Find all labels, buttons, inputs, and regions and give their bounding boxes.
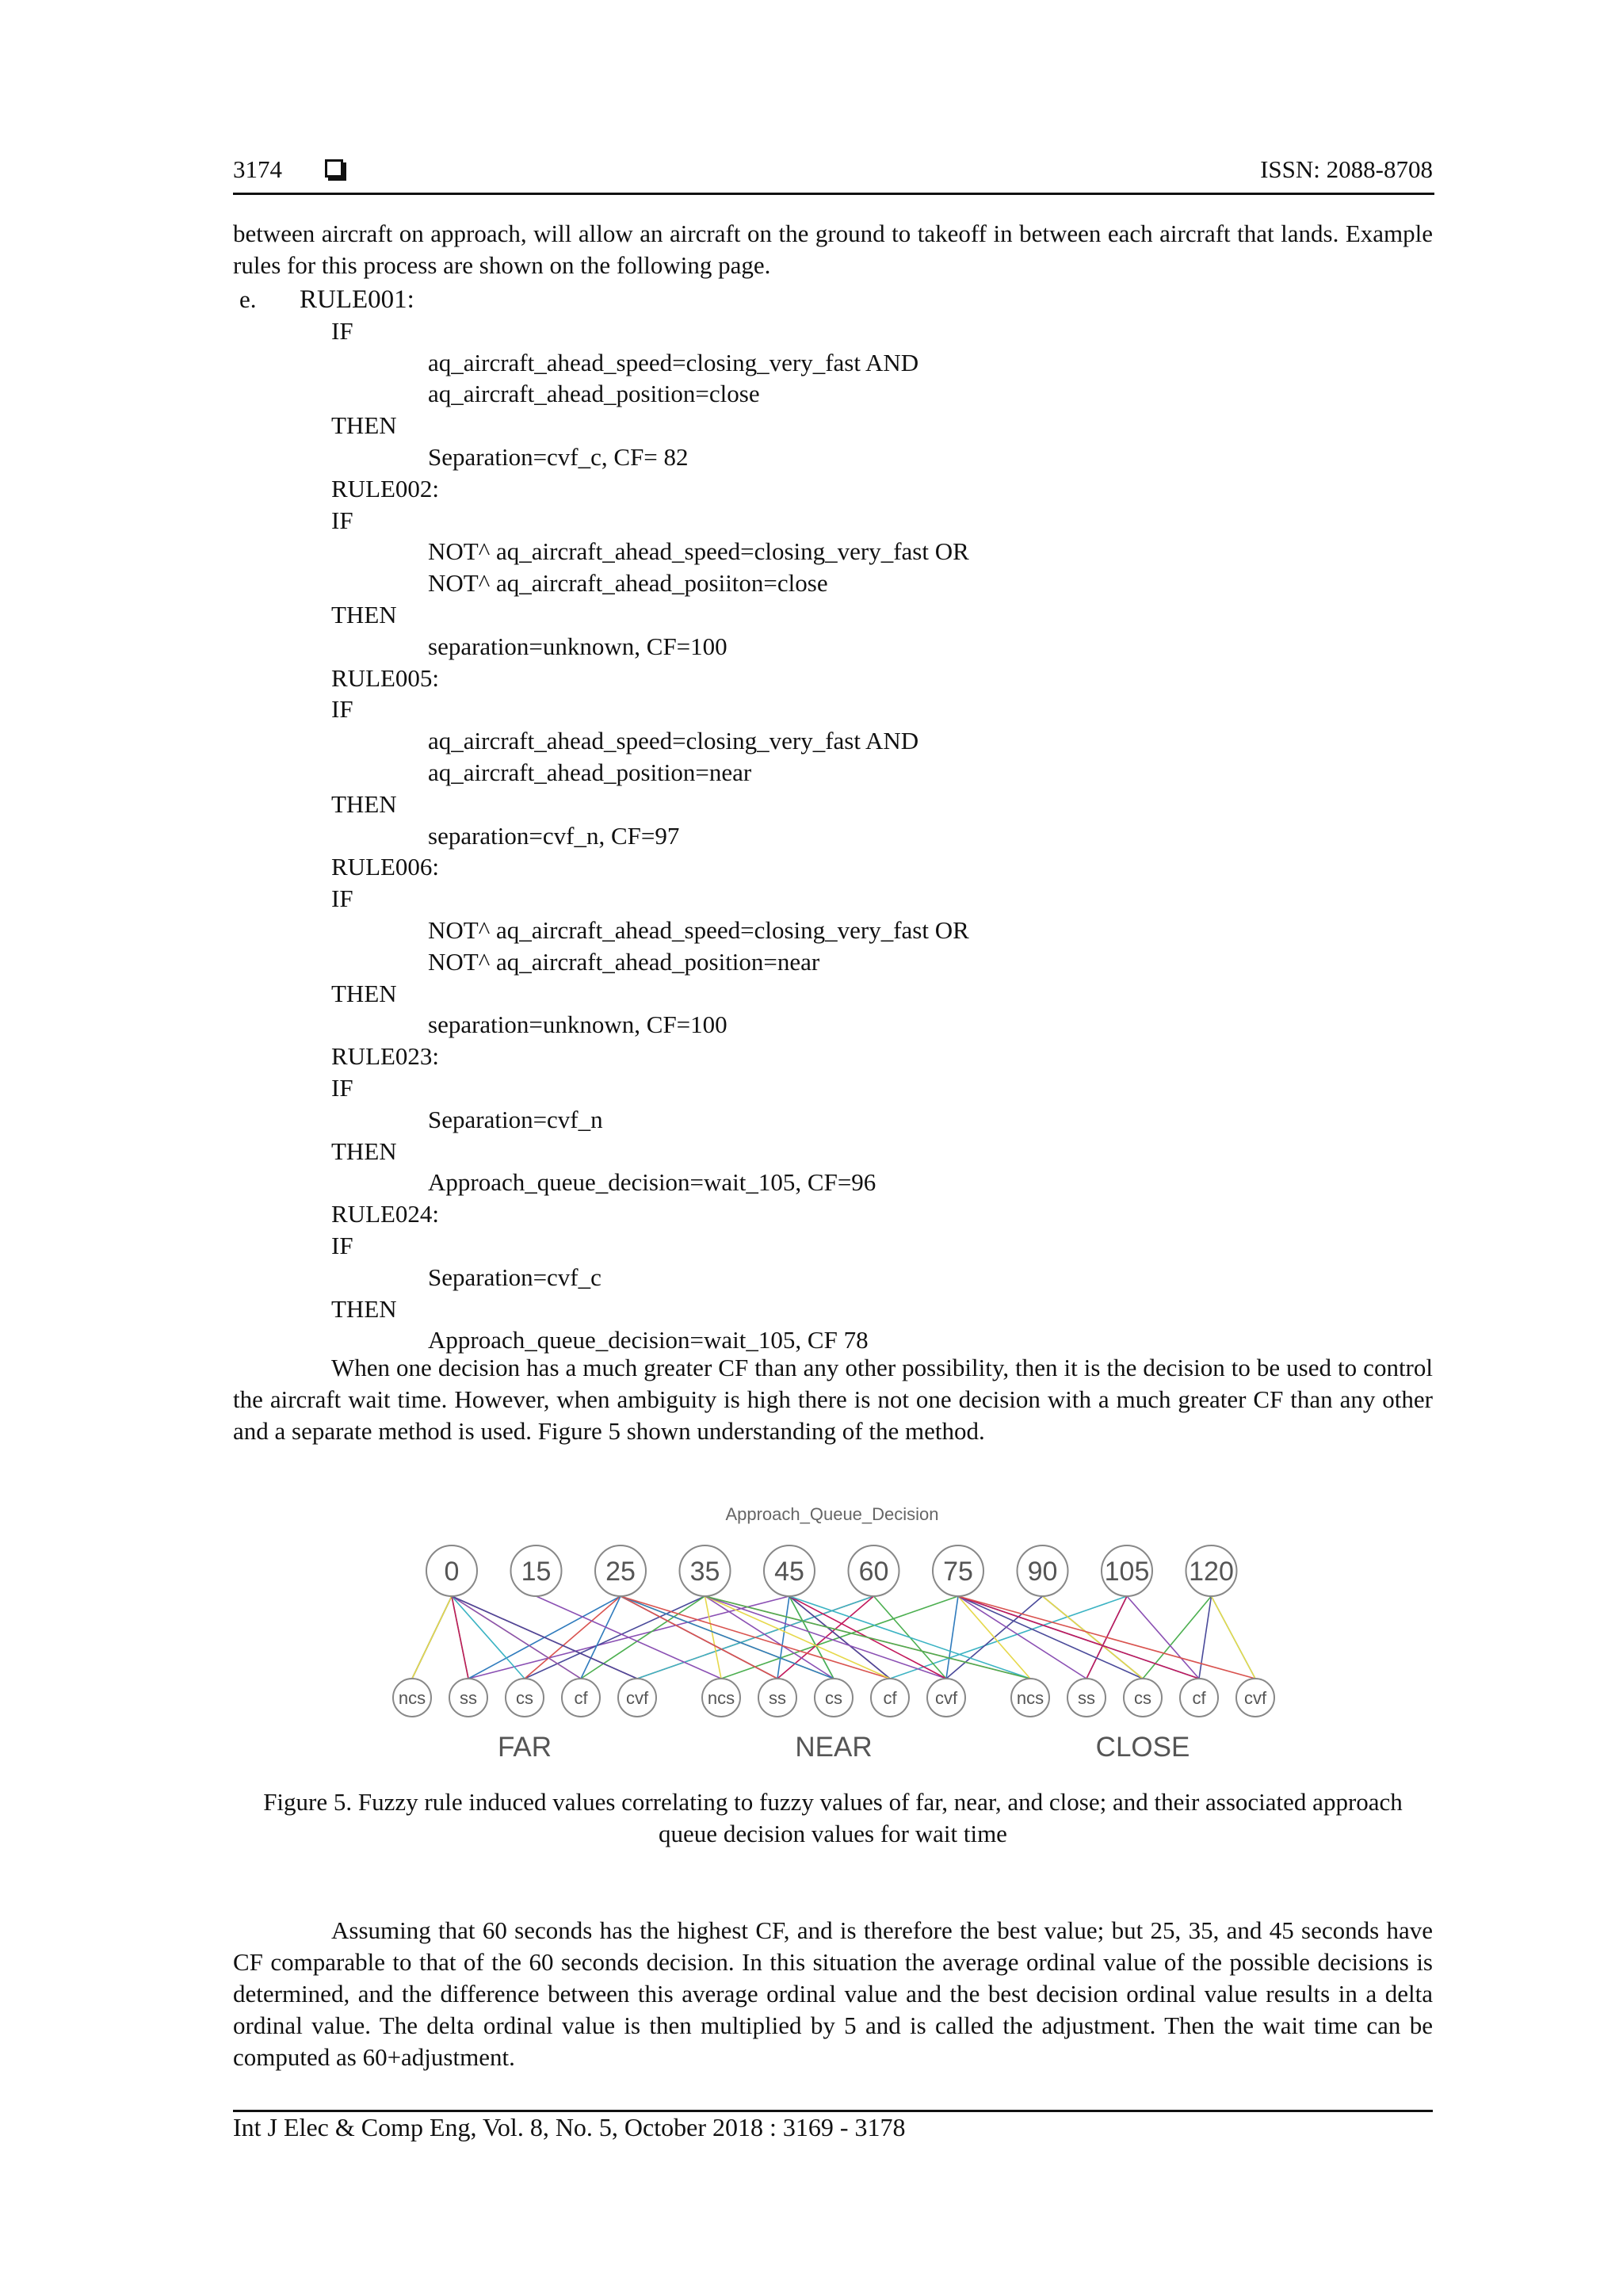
fuzzy-label: ncs — [1016, 1688, 1044, 1708]
rule-line: IF — [331, 884, 353, 913]
fuzzy-label: ss — [769, 1688, 786, 1708]
rule-line: NOT^ aq_aircraft_ahead_speed=closing_very_fast OR — [428, 915, 969, 944]
fuzzy-node — [449, 1679, 487, 1717]
rule-line: aq_aircraft_ahead_speed=closing_very_fast AND — [428, 348, 919, 376]
rule-line: IF — [331, 695, 353, 724]
paragraph-after-rules: When one decision has a much greater CF than any other possibility, then it is the decision to be used to control the aircraft wait time. However, when ambiguity is high there is not one decision with a much greater CF than any other and a separate method is used. Figure 5 shown understanding of the method. — [233, 1354, 1433, 1445]
rule-line: aq_aircraft_ahead_position=near — [428, 758, 752, 786]
final-paragraph: Assuming that 60 seconds has the highest CF, and is therefore the best value; but 25, 35, and 45 seconds have CF comparable to that of the 60 seconds decision. In this situation the average ordinal value of the possible decisions is determined, and the difference between this average ordinal value and the best decision ordinal value results in a delta ordinal value. The delta ordinal value is then multiplied by 5 and is called the adjustment. Then the wait time can be computed as 60+adjustment. — [233, 1916, 1433, 2071]
connection-line — [958, 1596, 1255, 1679]
fuzzy-label: ss — [1078, 1688, 1095, 1708]
fuzzy-node — [1124, 1679, 1162, 1717]
rule-line: IF — [331, 1073, 353, 1102]
decision-node — [764, 1545, 815, 1596]
decision-node — [849, 1545, 899, 1596]
square-bullet-icon — [325, 159, 343, 178]
fuzzy-label: cvf — [1243, 1688, 1267, 1708]
rule-line: IF — [331, 506, 353, 534]
connection-line — [705, 1596, 722, 1679]
fuzzy-label: cf — [574, 1688, 588, 1708]
rule-line: IF — [331, 1231, 353, 1259]
page-number: 3174 — [233, 155, 282, 183]
connection-line — [958, 1596, 1143, 1679]
decision-node — [1018, 1545, 1068, 1596]
fuzzy-node — [702, 1679, 740, 1717]
rule-line: separation=cvf_n, CF=97 — [428, 821, 680, 850]
fuzzy-node — [1067, 1679, 1106, 1717]
fuzzy-node — [618, 1679, 656, 1717]
fuzzy-label: cs — [1134, 1688, 1151, 1708]
fuzzy-label: cvf — [934, 1688, 958, 1708]
connection-line — [890, 1596, 1127, 1679]
header-rule — [233, 193, 1434, 195]
decision-value: 120 — [1189, 1557, 1234, 1587]
connection-line — [452, 1596, 468, 1679]
connection-line — [705, 1596, 891, 1679]
rule-line: RULE006: — [331, 853, 440, 881]
connection-line — [452, 1596, 525, 1679]
decision-node — [1186, 1545, 1237, 1596]
rule-line: NOT^ aq_aircraft_ahead_position=near — [428, 947, 820, 976]
rule-line: THEN — [331, 600, 397, 628]
group-label: CLOSE — [1095, 1732, 1190, 1763]
decision-node — [511, 1545, 562, 1596]
rule-line: RULE023: — [331, 1042, 440, 1071]
group-label: NEAR — [795, 1732, 873, 1763]
figure-caption: Figure 5. Fuzzy rule induced values correlating to fuzzy values of far, near, and close; and their associated approach queue decision values for wait time — [263, 1788, 1403, 1847]
rule-line: RULE002: — [331, 474, 440, 502]
connection-line — [525, 1596, 621, 1679]
rule-line: NOT^ aq_aircraft_ahead_posiiton=close — [428, 569, 828, 598]
decision-node — [1102, 1545, 1152, 1596]
decision-node — [680, 1545, 731, 1596]
rule-line: aq_aircraft_ahead_position=close — [428, 380, 760, 408]
decision-node — [595, 1545, 646, 1596]
fuzzy-node — [562, 1679, 600, 1717]
fuzzy-label: cs — [825, 1688, 842, 1708]
fuzzy-label: ss — [460, 1688, 477, 1708]
rule-line: Separation=cvf_n — [428, 1105, 603, 1133]
rule-line: NOT^ aq_aircraft_ahead_speed=closing_very_fast OR — [428, 537, 969, 566]
fuzzy-node — [1180, 1679, 1218, 1717]
figure-5 — [372, 1490, 1292, 1775]
fuzzy-label: ncs — [707, 1688, 735, 1708]
bipartite-diagram — [372, 1490, 1292, 1775]
rule-text: RULE001: — [300, 285, 414, 314]
rule-line: THEN — [331, 1137, 397, 1165]
rule-line: THEN — [331, 411, 397, 440]
intro-paragraph: between aircraft on approach, will allow an aircraft on the ground to takeoff in between each aircraft that lands. Example rules for this process are shown on the following page. — [233, 220, 1433, 279]
group-label: FAR — [497, 1732, 552, 1763]
fuzzy-label: ncs — [398, 1688, 426, 1708]
connection-line — [537, 1596, 722, 1679]
footer-citation: Int J Elec & Comp Eng, Vol. 8, No. 5, October 2018 : 3169 - 3178 — [233, 2113, 906, 2141]
rule-line: THEN — [331, 1294, 397, 1323]
figure-title: Approach_Queue_Decision — [725, 1504, 939, 1524]
fuzzy-node — [758, 1679, 796, 1717]
fuzzy-node — [506, 1679, 544, 1717]
connection-line — [946, 1596, 958, 1679]
decision-value: 105 — [1104, 1557, 1150, 1587]
decision-value: 0 — [444, 1557, 460, 1587]
rule-line: THEN — [331, 979, 397, 1007]
rule-line: Approach_queue_decision=wait_105, CF=96 — [428, 1168, 876, 1197]
connection-line — [705, 1596, 834, 1679]
connection-line — [621, 1596, 834, 1679]
fuzzy-label: cs — [516, 1688, 533, 1708]
decision-node — [426, 1545, 477, 1596]
fuzzy-node — [393, 1679, 431, 1717]
decision-value: 25 — [605, 1557, 636, 1587]
connection-line — [452, 1596, 637, 1679]
fuzzy-node — [871, 1679, 909, 1717]
rule-line: Separation=cvf_c, CF= 82 — [428, 442, 689, 471]
fuzzy-label: cf — [1192, 1688, 1206, 1708]
connection-lines — [412, 1596, 1255, 1679]
rule-line: RULE024: — [331, 1200, 440, 1228]
rule-line: Approach_queue_decision=wait_105, CF 78 — [428, 1326, 869, 1354]
footer-rule — [233, 2110, 1433, 2112]
rule-line: Separation=cvf_c — [428, 1263, 601, 1291]
decision-value: 35 — [689, 1557, 720, 1587]
rule-line: aq_aircraft_ahead_speed=closing_very_fast AND — [428, 727, 919, 755]
rule-line: separation=unknown, CF=100 — [428, 632, 727, 660]
decision-value: 45 — [774, 1557, 804, 1587]
fuzzy-label: cf — [883, 1688, 897, 1708]
issn: ISSN: 2088-8708 — [1260, 155, 1433, 183]
decision-value: 75 — [943, 1557, 973, 1587]
connection-line — [412, 1596, 452, 1679]
rule-line: IF — [331, 316, 353, 345]
decision-value: 60 — [858, 1557, 889, 1587]
connection-line — [1212, 1596, 1256, 1679]
rule-line — [233, 284, 1422, 315]
rule-line: separation=unknown, CF=100 — [428, 1010, 727, 1039]
fuzzy-node — [927, 1679, 965, 1717]
rules-list — [233, 284, 1422, 1356]
rule-line: THEN — [331, 789, 397, 818]
fuzzy-label: cvf — [625, 1688, 649, 1708]
decision-value: 90 — [1027, 1557, 1058, 1587]
fuzzy-node — [815, 1679, 853, 1717]
list-marker: e. — [239, 285, 257, 313]
decision-node — [933, 1545, 983, 1596]
rule-line: RULE005: — [331, 663, 440, 692]
connection-line — [958, 1596, 1086, 1679]
fuzzy-node — [1011, 1679, 1049, 1717]
connection-line — [777, 1596, 789, 1679]
decision-value: 15 — [521, 1557, 552, 1587]
fuzzy-node — [1236, 1679, 1274, 1717]
